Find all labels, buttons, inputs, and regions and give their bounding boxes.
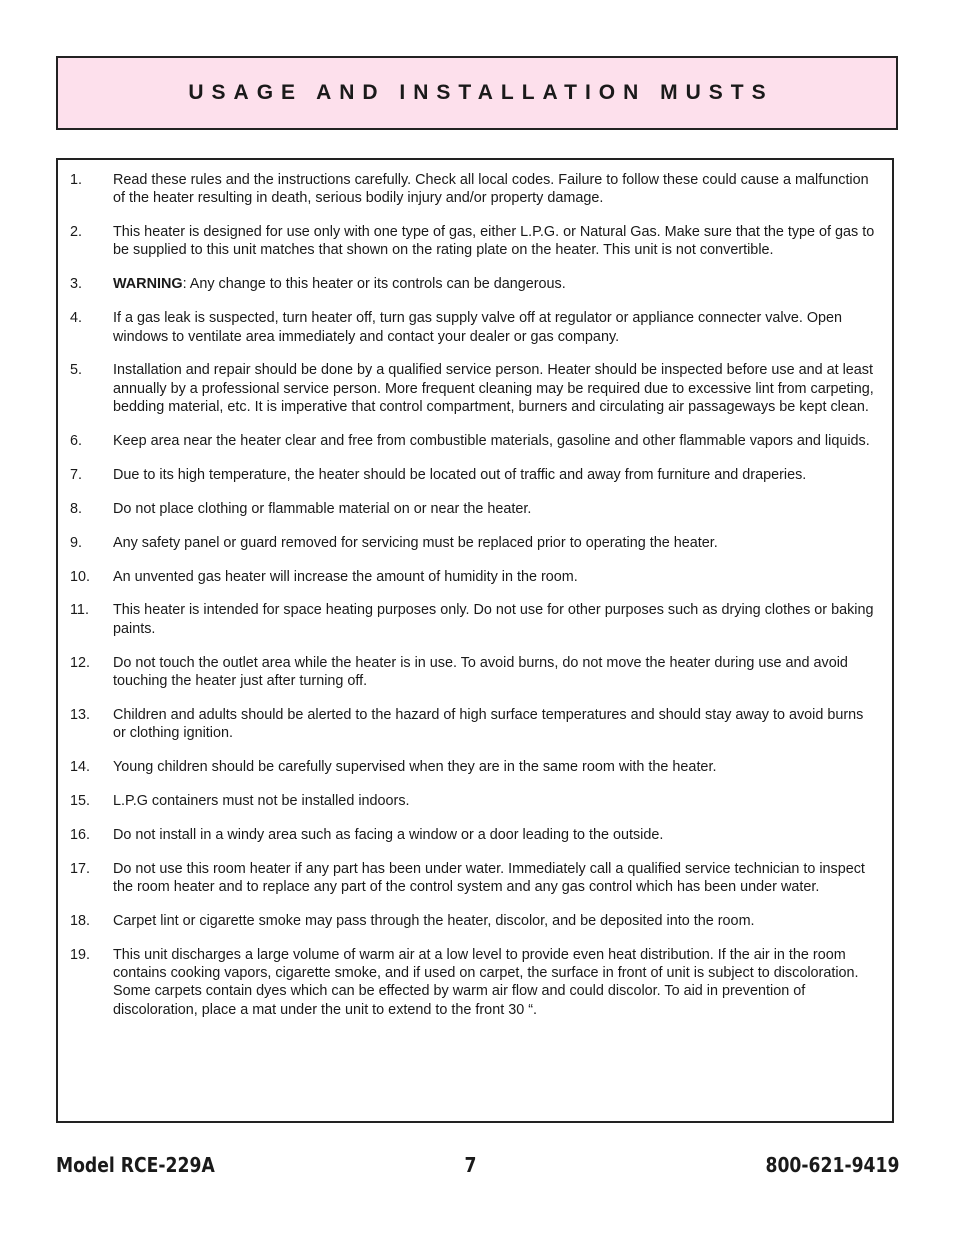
model-number: Model RCE-229A [56,1153,215,1177]
warning-text: : Any change to this heater or its controls can be dangerous. [182,276,566,293]
rule-number: 1. [70,172,83,188]
rule-number: 3. [70,276,83,293]
list-item [70,534,880,552]
rule-number: 6. [70,432,83,449]
rule-text: Due to its high temperature, the heater should be located out of traffic and away from furniture and draperies. [113,466,807,483]
list-item [70,171,880,208]
list-item [70,946,880,1019]
rules-list [70,171,880,1019]
list-item [70,568,880,586]
list-item [70,500,880,518]
page-number: 7 [464,1153,477,1177]
rule-text: Installation and repair should be done by a qualified service person. Heater should be inspected before use and at least annually by a professional service person. More frequent cleaning may be required due to excessive lint from carpeting, bedding material, etc. It is imperative that control compartment, burners and circulating air passageways be kept clean. [113,362,874,416]
rule-number: 9. [70,534,83,551]
list-item [70,309,880,346]
rule-number: 4. [70,310,83,327]
rule-text: Young children should be carefully supervised when they are in the same room with the heater. [113,758,717,775]
rules-panel [56,158,894,1123]
rule-text: Do not use this room heater if any part has been under water. Immediately call a qualified service technician to inspect the room heater and to replace any part of the control system and any gas control which has been under water. [113,860,865,895]
rule-text: If a gas leak is suspected, turn heater off, turn gas supply valve off at regulator or appliance connecter valve. Open windows to ventilate area immediately and contact your dealer or gas company. [113,310,843,345]
rule-number: 13. [70,706,91,723]
rule-text: Carpet lint or cigarette smoke may pass through the heater, discolor, and be deposited into the room. [113,912,755,929]
rule-text: L.P.G containers must not be installed indoors. [113,792,410,809]
rule-number: 18. [70,912,91,929]
list-item [70,758,880,776]
rule-text: Read these rules and the instructions carefully. Check all local codes. Failure to follow these could cause a malfunction of the heater resulting in death, serious bodily injury and/or property damage. [113,172,869,207]
rule-text: This unit discharges a large volume of warm air at a low level to provide even heat distribution. If the air in the room contains cooking vapors, cigarette smoke, and if used on carpet, the surface in front of unit is subject to discoloration. Some carpets contain dyes which can be effected by warm air flow and could discolor. To aid in prevention of discoloration, place a mat under the unit to extend to the front 30 “. [113,946,859,1018]
rule-number: 11. [70,602,89,619]
rule-number: 14. [70,758,91,775]
rule-number: 19. [70,946,91,963]
rule-number: 5. [70,362,83,379]
rule-number: 2. [70,224,83,241]
rule-text: Do not install in a windy area such as facing a window or a door leading to the outside. [113,826,664,843]
rule-text: Do not place clothing or flammable material on or near the heater. [113,500,532,517]
rule-number: 16. [70,826,91,843]
rule-text: Do not touch the outlet area while the heater is in use. To avoid burns, do not move the heater during use and avoid touching the heater just after turning off. [113,654,848,689]
rule-text: Keep area near the heater clear and free from combustible materials, gasoline and other flammable vapors and liquids. [113,432,870,449]
list-item [70,792,880,810]
list-item [70,601,880,638]
rule-number: 17. [70,860,91,877]
list-item [70,223,880,260]
list-item [70,912,880,930]
section-title-banner [56,56,898,130]
rule-text: Children and adults should be alerted to the hazard of high surface temperatures and should stay away to avoid burns or clothing ignition. [113,706,864,742]
rule-number: 7. [70,466,83,483]
rule-number: 12. [70,654,91,671]
list-item [70,706,880,743]
rule-number: 15. [70,792,91,809]
phone-number: 800-621-9419 [765,1153,900,1177]
list-item [70,432,880,450]
warning-label: WARNING [113,276,183,293]
rule-text: An unvented gas heater will increase the amount of humidity in the room. [113,568,578,585]
list-item [70,466,880,484]
rule-text: This heater is intended for space heating purposes only. Do not use for other purposes such as drying clothes or baking paints. [113,602,874,637]
list-item [70,860,880,897]
rule-number: 8. [70,500,83,517]
list-item [70,361,880,416]
list-item [70,654,880,691]
list-item [70,275,880,293]
list-item [70,826,880,844]
page-footer [56,1153,900,1183]
page-title: USAGE AND INSTALLATION MUSTS [188,81,774,104]
rule-text: This heater is designed for use only with one type of gas, either L.P.G. or Natural Gas. Make sure that the type of gas to be supplied to this unit matches that shown on the rating plate on the heater. This unit is not convertible. [113,224,875,259]
rule-text: Any safety panel or guard removed for servicing must be replaced prior to operating the heater. [113,534,718,551]
rule-number: 10. [70,568,91,585]
rule-text [113,275,880,293]
